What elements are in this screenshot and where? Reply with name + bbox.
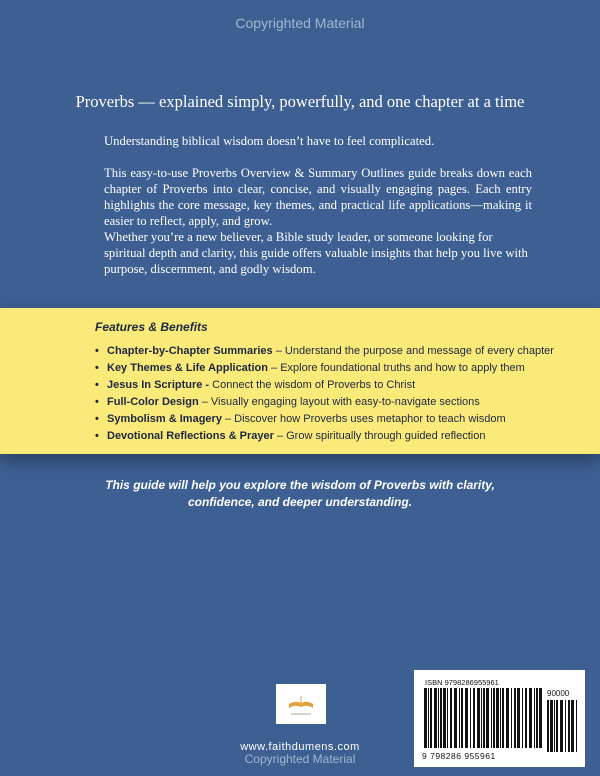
feature-name: Chapter-by-Chapter Summaries [107,345,273,357]
feature-text: – Visually engaging layout with easy-to-navigate sections [198,396,480,408]
feature-text: – Grow spiritually through guided reflection [273,430,486,442]
bullet-icon: • [95,396,99,408]
isbn-barcode [424,688,544,748]
price-code: 90000 [547,689,570,698]
copyright-watermark-top: Copyrighted Material [235,15,365,31]
open-book-icon [276,684,326,724]
bullet-icon: • [95,379,99,391]
description-paragraph-2: This easy-to-use Proverbs Overview & Summary Outlines guide breaks down each chapter of Proverbs into clear, concise, and visually engaging pages. Each entry highlights the core message, key themes, and practical life applications—making it easier to reflect, apply, and grow. [104,166,532,228]
headline: Proverbs — explained simply, powerfully, and one chapter at a time [75,92,525,111]
feature-text: Connect the wisdom of Proverbs to Christ [212,379,416,391]
feature-item [95,411,554,428]
feature-name: Devotional Reflections & Prayer [107,430,274,442]
bullet-icon: • [95,345,99,357]
closing-statement [0,477,600,511]
bullet-icon: • [95,362,99,374]
feature-item [95,394,554,411]
features-list [95,343,554,445]
feature-text: – Explore foundational truths and how to apply them [267,362,525,374]
closing-line-1: This guide will help you explore the wisdom of Proverbs with clarity, [105,478,495,492]
feature-item [95,343,554,360]
copyright-watermark-bottom: Copyrighted Material [244,752,356,766]
isbn-label: ISBN 9798286955961 [425,678,499,687]
feature-item [95,377,554,394]
publisher-logo [276,684,326,724]
feature-text: – Understand the purpose and message of every chapter [272,345,554,357]
features-band [0,308,600,454]
feature-text: – Discover how Proverbs uses metaphor to teach wisdom [221,413,506,425]
publisher-url: www.faithdumens.com [240,741,360,753]
features-title: Features & Benefits [95,320,208,334]
bullet-icon: • [95,430,99,442]
feature-item [95,428,554,445]
feature-name: Key Themes & Life Application [107,362,268,374]
feature-item [95,360,554,377]
closing-line-2: confidence, and deeper understanding. [187,495,413,509]
isbn-digits: 9 798286 955961 [422,751,496,761]
feature-name: Symbolism & Imagery [107,413,222,425]
feature-name: Full-Color Design [107,396,199,408]
description-paragraph-1: Understanding biblical wisdom doesn’t have to feel complicated. [104,134,435,148]
feature-name: Jesus In Scripture - [107,379,213,391]
bullet-icon: • [95,413,99,425]
description-paragraph-3: Whether you’re a new believer, a Bible study leader, or someone looking for spiritual depth and clarity, this guide offers valuable insights that help you live with purpose, discernment, and godly wisdom. [104,230,528,276]
